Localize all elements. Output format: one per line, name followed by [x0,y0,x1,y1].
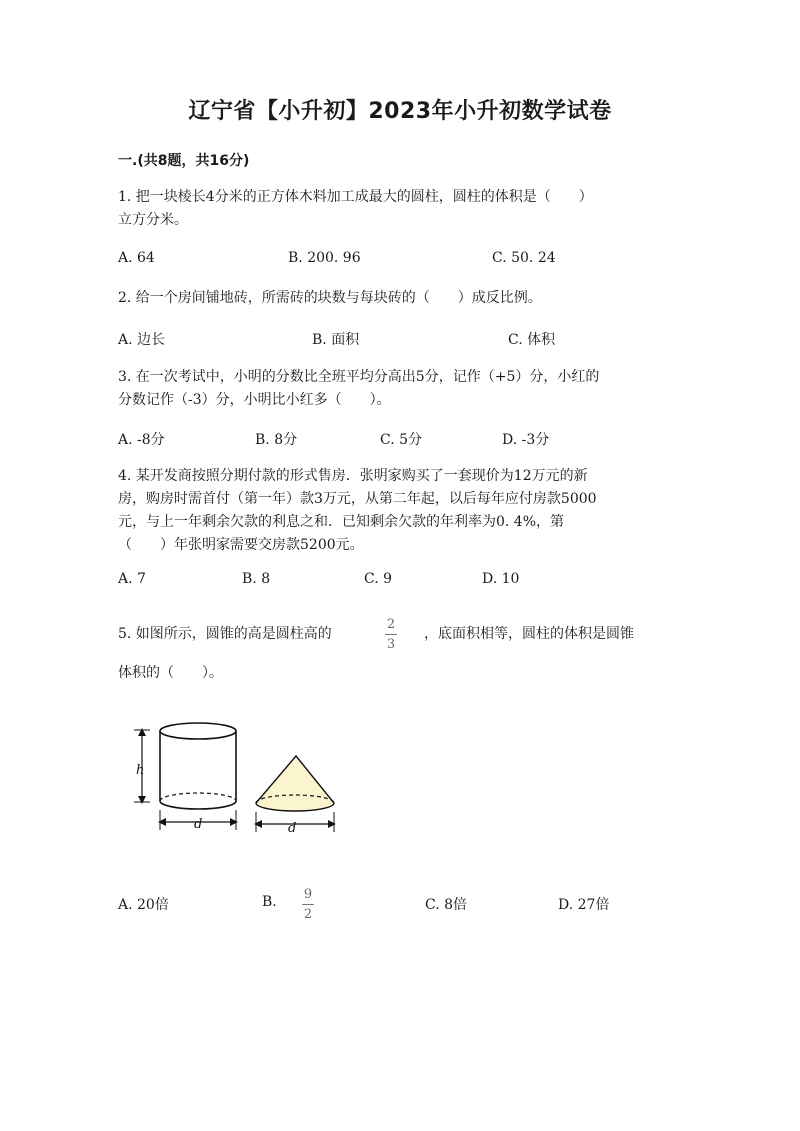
height-label: h [136,763,145,778]
question-5-line-2: 体积的（ ）。 [118,665,223,681]
question-4-option-d: D. 10 [482,571,520,587]
question-5-fraction [385,617,397,652]
question-2-option-b: B. 面积 [312,332,360,348]
question-1 [118,186,593,232]
question-5-line-1-after: ，底面积相等，圆柱的体积是圆锥 [424,626,634,642]
question-5-option-b-fraction [302,887,314,922]
question-1-line-1: 1. 把一块棱长4分米的正方体木料加工成最大的圆柱，圆柱的体积是（ ） [118,189,593,205]
question-1-option-b: B. 200. 96 [288,250,361,266]
question-1-option-c: C. 50. 24 [492,250,556,266]
question-3-line-2: 分数记作（-3）分，小明比小红多（ ）。 [118,392,391,408]
section-heading: 一.(共8题，共16分) [118,153,250,169]
question-5-line-1-before: 5. 如图所示，圆锥的高是圆柱高的 [118,626,332,642]
question-1-option-a: A. 64 [118,250,155,266]
cylinder-diameter-label: d [194,817,203,832]
cone-shape [256,756,334,811]
fraction-denominator: 2 [303,907,313,922]
fraction-denominator: 3 [386,637,396,652]
question-3-line-1: 3. 在一次考试中，小明的分数比全班平均分高出5分，记作（+5）分，小红的 [118,369,600,385]
question-5-option-d: D. 27倍 [558,897,610,913]
question-3 [118,366,599,412]
question-4-option-c: C. 9 [364,571,393,587]
fraction-numerator: 2 [386,617,396,632]
question-4-option-a: A. 7 [118,571,146,587]
fraction-numerator: 9 [303,887,313,902]
question-3-option-d: D. -3分 [502,432,550,448]
question-2-option-c: C. 体积 [508,332,556,348]
cylinder-cone-figure [120,722,350,844]
question-3-option-b: B. 8分 [255,432,298,448]
question-4-line-2: 房，购房时需首付（第一年）款3万元，从第二年起，以后每年应付房款5000 [118,491,597,507]
question-2-option-a: A. 边长 [118,332,166,348]
question-5-option-a: A. 20倍 [118,897,169,913]
question-4-line-3: 元，与上一年剩余欠款的利息之和．已知剩余欠款的年利率为0. 4%，第 [118,514,565,530]
question-1-line-2: 立方分米。 [118,212,188,228]
question-3-option-c: C. 5分 [380,432,423,448]
figure-svg [120,722,350,840]
question-5-option-b-prefix: B. [262,894,277,910]
fraction-bar [385,634,397,635]
cylinder-shape [160,723,236,809]
cone-diameter-label: d [288,821,297,836]
question-4-line-1: 4. 某开发商按照分期付款的形式售房．张明家购买了一套现价为12万元的新 [118,468,588,484]
question-2-line-1: 2. 给一个房间铺地砖，所需砖的块数与每块砖的（ ）成反比例。 [118,290,542,306]
question-4-option-b: B. 8 [242,571,271,587]
question-4 [118,465,597,557]
page-title: 辽宁省【小升初】2023年小升初数学试卷 [188,99,612,124]
question-4-line-4: （ ）年张明家需要交房款5200元。 [118,537,364,553]
question-5-option-c: C. 8倍 [425,897,468,913]
question-3-option-a: A. -8分 [118,432,165,448]
fraction-bar [302,904,314,905]
